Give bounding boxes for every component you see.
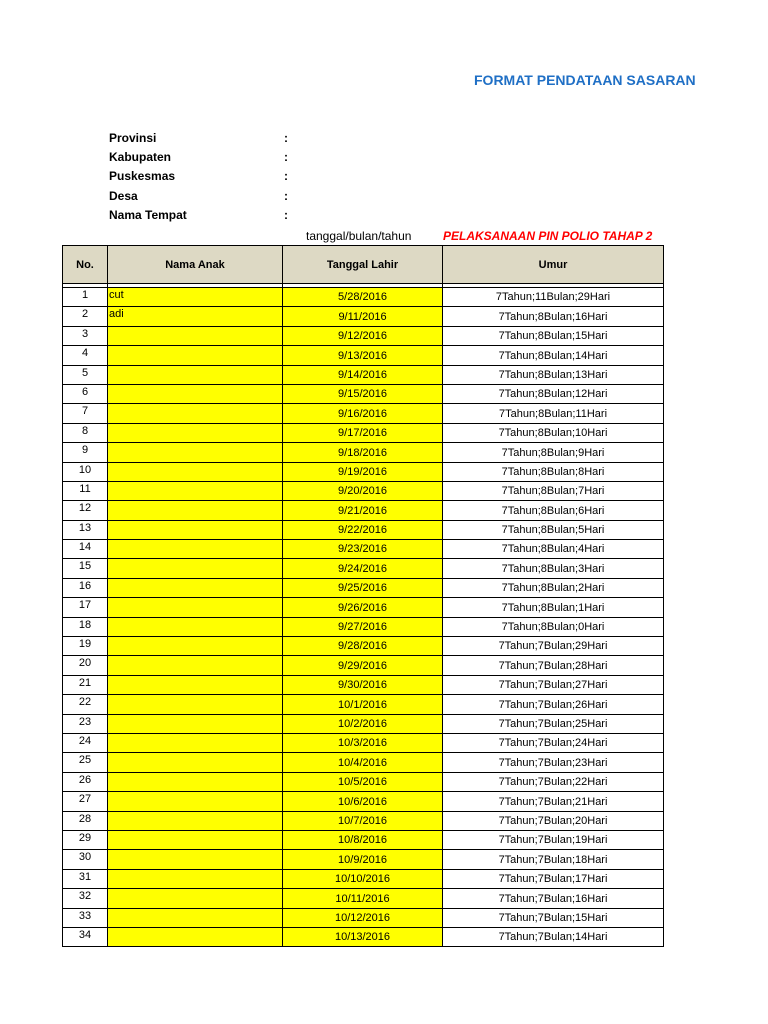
cell-tanggal-lahir[interactable]: 9/25/2016 bbox=[283, 578, 443, 597]
table-row bbox=[63, 637, 664, 656]
cell-tanggal-lahir[interactable]: 9/11/2016 bbox=[283, 307, 443, 326]
cell-umur: 7Tahun;8Bulan;5Hari bbox=[443, 520, 664, 539]
cell-no: 15 bbox=[63, 559, 108, 578]
cell-nama-anak[interactable] bbox=[108, 792, 283, 811]
cell-tanggal-lahir[interactable]: 9/27/2016 bbox=[283, 617, 443, 636]
table-row bbox=[63, 462, 664, 481]
cell-umur: 7Tahun;11Bulan;29Hari bbox=[443, 288, 664, 307]
table-row bbox=[63, 908, 664, 927]
cell-nama-anak[interactable] bbox=[108, 908, 283, 927]
cell-tanggal-lahir[interactable]: 9/14/2016 bbox=[283, 365, 443, 384]
cell-no: 17 bbox=[63, 598, 108, 617]
cell-nama-anak[interactable] bbox=[108, 501, 283, 520]
label-desa: Desa bbox=[109, 189, 138, 203]
table-row bbox=[63, 423, 664, 442]
cell-no: 26 bbox=[63, 772, 108, 791]
table-row bbox=[63, 559, 664, 578]
label-puskesmas: Puskesmas bbox=[109, 169, 176, 183]
cell-no: 34 bbox=[63, 927, 108, 946]
cell-tanggal-lahir[interactable]: 9/17/2016 bbox=[283, 423, 443, 442]
cell-tanggal-lahir[interactable]: 9/15/2016 bbox=[283, 384, 443, 403]
cell-umur: 7Tahun;7Bulan;14Hari bbox=[443, 927, 664, 946]
colon-provinsi: : bbox=[284, 131, 288, 145]
cell-tanggal-lahir[interactable]: 10/13/2016 bbox=[283, 927, 443, 946]
table-row bbox=[63, 598, 664, 617]
cell-umur: 7Tahun;7Bulan;15Hari bbox=[443, 908, 664, 927]
cell-nama-anak[interactable] bbox=[108, 695, 283, 714]
cell-no: 23 bbox=[63, 714, 108, 733]
cell-no: 13 bbox=[63, 520, 108, 539]
header-nama-anak: Nama Anak bbox=[108, 246, 283, 284]
cell-nama-anak[interactable] bbox=[108, 656, 283, 675]
cell-umur: 7Tahun;8Bulan;3Hari bbox=[443, 559, 664, 578]
cell-tanggal-lahir[interactable]: 9/21/2016 bbox=[283, 501, 443, 520]
table-row bbox=[63, 326, 664, 345]
cell-nama-anak[interactable] bbox=[108, 540, 283, 559]
cell-tanggal-lahir[interactable]: 9/24/2016 bbox=[283, 559, 443, 578]
cell-no: 10 bbox=[63, 462, 108, 481]
cell-umur: 7Tahun;8Bulan;10Hari bbox=[443, 423, 664, 442]
table-row bbox=[63, 714, 664, 733]
cell-no: 11 bbox=[63, 481, 108, 500]
cell-tanggal-lahir[interactable]: 10/12/2016 bbox=[283, 908, 443, 927]
cell-nama-anak[interactable] bbox=[108, 346, 283, 365]
cell-tanggal-lahir[interactable]: 9/20/2016 bbox=[283, 481, 443, 500]
cell-no: 21 bbox=[63, 675, 108, 694]
cell-umur: 7Tahun;7Bulan;25Hari bbox=[443, 714, 664, 733]
cell-no: 4 bbox=[63, 346, 108, 365]
table-row bbox=[63, 850, 664, 869]
table-row bbox=[63, 792, 664, 811]
table-row bbox=[63, 520, 664, 539]
pelaksanaan-title: PELAKSANAAN PIN POLIO TAHAP 2 bbox=[443, 229, 653, 243]
cell-no: 6 bbox=[63, 384, 108, 403]
cell-tanggal-lahir[interactable]: 9/22/2016 bbox=[283, 520, 443, 539]
cell-umur: 7Tahun;7Bulan;18Hari bbox=[443, 850, 664, 869]
cell-tanggal-lahir[interactable]: 10/3/2016 bbox=[283, 733, 443, 752]
table-row bbox=[63, 443, 664, 462]
header-no: No. bbox=[63, 246, 108, 284]
cell-umur: 7Tahun;8Bulan;11Hari bbox=[443, 404, 664, 423]
cell-umur: 7Tahun;7Bulan;24Hari bbox=[443, 733, 664, 752]
table-row bbox=[63, 927, 664, 946]
table-row bbox=[63, 830, 664, 849]
table-row bbox=[63, 695, 664, 714]
cell-nama-anak[interactable] bbox=[108, 830, 283, 849]
cell-no: 3 bbox=[63, 326, 108, 345]
table-body bbox=[63, 284, 664, 947]
table-row bbox=[63, 811, 664, 830]
cell-no: 14 bbox=[63, 540, 108, 559]
cell-tanggal-lahir[interactable]: 10/11/2016 bbox=[283, 889, 443, 908]
cell-no: 18 bbox=[63, 617, 108, 636]
cell-no: 16 bbox=[63, 578, 108, 597]
cell-nama-anak[interactable]: adi bbox=[108, 307, 283, 326]
cell-umur: 7Tahun;7Bulan;27Hari bbox=[443, 675, 664, 694]
cell-tanggal-lahir[interactable]: 10/1/2016 bbox=[283, 695, 443, 714]
cell-nama-anak[interactable] bbox=[108, 443, 283, 462]
cell-tanggal-lahir[interactable]: 9/28/2016 bbox=[283, 637, 443, 656]
cell-no: 28 bbox=[63, 811, 108, 830]
cell-umur: 7Tahun;8Bulan;4Hari bbox=[443, 540, 664, 559]
cell-no: 30 bbox=[63, 850, 108, 869]
cell-umur: 7Tahun;7Bulan;29Hari bbox=[443, 637, 664, 656]
cell-umur: 7Tahun;7Bulan;26Hari bbox=[443, 695, 664, 714]
cell-tanggal-lahir[interactable]: 9/18/2016 bbox=[283, 443, 443, 462]
cell-nama-anak[interactable]: cut bbox=[108, 288, 283, 307]
cell-umur: 7Tahun;7Bulan;28Hari bbox=[443, 656, 664, 675]
cell-nama-anak[interactable] bbox=[108, 869, 283, 888]
cell-tanggal-lahir[interactable]: 5/28/2016 bbox=[283, 288, 443, 307]
cell-nama-anak[interactable] bbox=[108, 578, 283, 597]
date-format-note: tanggal/bulan/tahun bbox=[306, 229, 412, 243]
cell-nama-anak[interactable] bbox=[108, 365, 283, 384]
cell-tanggal-lahir[interactable]: 10/10/2016 bbox=[283, 869, 443, 888]
cell-umur: 7Tahun;8Bulan;15Hari bbox=[443, 326, 664, 345]
cell-nama-anak[interactable] bbox=[108, 850, 283, 869]
cell-tanggal-lahir[interactable]: 10/4/2016 bbox=[283, 753, 443, 772]
cell-nama-anak[interactable] bbox=[108, 326, 283, 345]
cell-umur: 7Tahun;8Bulan;12Hari bbox=[443, 384, 664, 403]
colon-nama-tempat: : bbox=[284, 208, 288, 222]
cell-no: 7 bbox=[63, 404, 108, 423]
cell-tanggal-lahir[interactable]: 9/23/2016 bbox=[283, 540, 443, 559]
cell-tanggal-lahir[interactable]: 10/6/2016 bbox=[283, 792, 443, 811]
cell-umur: 7Tahun;7Bulan;20Hari bbox=[443, 811, 664, 830]
table-row bbox=[63, 501, 664, 520]
cell-umur: 7Tahun;7Bulan;23Hari bbox=[443, 753, 664, 772]
table-row bbox=[63, 384, 664, 403]
table-row bbox=[63, 889, 664, 908]
cell-nama-anak[interactable] bbox=[108, 617, 283, 636]
cell-no: 9 bbox=[63, 443, 108, 462]
table-header-row bbox=[63, 246, 664, 284]
cell-umur: 7Tahun;8Bulan;0Hari bbox=[443, 617, 664, 636]
colon-desa: : bbox=[284, 189, 288, 203]
colon-kabupaten: : bbox=[284, 150, 288, 164]
table-row bbox=[63, 656, 664, 675]
table-row bbox=[63, 675, 664, 694]
table-row bbox=[63, 869, 664, 888]
table-row bbox=[63, 404, 664, 423]
cell-nama-anak[interactable] bbox=[108, 675, 283, 694]
cell-tanggal-lahir[interactable]: 9/19/2016 bbox=[283, 462, 443, 481]
cell-umur: 7Tahun;8Bulan;16Hari bbox=[443, 307, 664, 326]
cell-tanggal-lahir[interactable]: 9/12/2016 bbox=[283, 326, 443, 345]
header-tanggal-lahir: Tanggal Lahir bbox=[283, 246, 443, 284]
cell-tanggal-lahir[interactable]: 10/9/2016 bbox=[283, 850, 443, 869]
sasaran-table bbox=[62, 245, 664, 947]
table-row bbox=[63, 307, 664, 326]
table-row bbox=[63, 365, 664, 384]
cell-tanggal-lahir[interactable]: 9/16/2016 bbox=[283, 404, 443, 423]
cell-tanggal-lahir[interactable]: 9/13/2016 bbox=[283, 346, 443, 365]
cell-nama-anak[interactable] bbox=[108, 520, 283, 539]
table-row bbox=[63, 481, 664, 500]
table-row bbox=[63, 733, 664, 752]
cell-umur: 7Tahun;8Bulan;13Hari bbox=[443, 365, 664, 384]
cell-nama-anak[interactable] bbox=[108, 753, 283, 772]
cell-nama-anak[interactable] bbox=[108, 733, 283, 752]
cell-nama-anak[interactable] bbox=[108, 714, 283, 733]
table-row bbox=[63, 540, 664, 559]
cell-nama-anak[interactable] bbox=[108, 598, 283, 617]
table-row bbox=[63, 772, 664, 791]
table-row bbox=[63, 617, 664, 636]
cell-nama-anak[interactable] bbox=[108, 423, 283, 442]
header-umur: Umur bbox=[443, 246, 664, 284]
cell-nama-anak[interactable] bbox=[108, 559, 283, 578]
cell-tanggal-lahir[interactable]: 10/2/2016 bbox=[283, 714, 443, 733]
cell-umur: 7Tahun;7Bulan;22Hari bbox=[443, 772, 664, 791]
cell-no: 5 bbox=[63, 365, 108, 384]
cell-umur: 7Tahun;8Bulan;6Hari bbox=[443, 501, 664, 520]
cell-no: 19 bbox=[63, 637, 108, 656]
table-row bbox=[63, 346, 664, 365]
cell-no: 27 bbox=[63, 792, 108, 811]
cell-umur: 7Tahun;8Bulan;9Hari bbox=[443, 443, 664, 462]
cell-no: 8 bbox=[63, 423, 108, 442]
cell-nama-anak[interactable] bbox=[108, 404, 283, 423]
cell-tanggal-lahir[interactable]: 9/29/2016 bbox=[283, 656, 443, 675]
cell-umur: 7Tahun;8Bulan;8Hari bbox=[443, 462, 664, 481]
cell-nama-anak[interactable] bbox=[108, 927, 283, 946]
label-nama-tempat: Nama Tempat bbox=[109, 208, 187, 222]
cell-nama-anak[interactable] bbox=[108, 811, 283, 830]
cell-no: 20 bbox=[63, 656, 108, 675]
cell-umur: 7Tahun;7Bulan;17Hari bbox=[443, 869, 664, 888]
cell-umur: 7Tahun;7Bulan;21Hari bbox=[443, 792, 664, 811]
cell-no: 1 bbox=[63, 288, 108, 307]
label-provinsi: Provinsi bbox=[109, 131, 157, 145]
cell-no: 2 bbox=[63, 307, 108, 326]
colon-puskesmas: : bbox=[284, 169, 288, 183]
cell-tanggal-lahir[interactable]: 10/5/2016 bbox=[283, 772, 443, 791]
label-kabupaten: Kabupaten bbox=[109, 150, 172, 164]
table-row bbox=[63, 288, 664, 307]
cell-no: 24 bbox=[63, 733, 108, 752]
page-title: FORMAT PENDATAAN SASARAN bbox=[474, 72, 696, 88]
cell-no: 31 bbox=[63, 869, 108, 888]
cell-umur: 7Tahun;7Bulan;16Hari bbox=[443, 889, 664, 908]
cell-umur: 7Tahun;7Bulan;19Hari bbox=[443, 830, 664, 849]
table-row bbox=[63, 753, 664, 772]
cell-tanggal-lahir[interactable]: 9/30/2016 bbox=[283, 675, 443, 694]
cell-no: 25 bbox=[63, 753, 108, 772]
cell-tanggal-lahir[interactable]: 10/7/2016 bbox=[283, 811, 443, 830]
cell-no: 22 bbox=[63, 695, 108, 714]
cell-nama-anak[interactable] bbox=[108, 772, 283, 791]
cell-no: 33 bbox=[63, 908, 108, 927]
cell-tanggal-lahir[interactable]: 10/8/2016 bbox=[283, 830, 443, 849]
cell-nama-anak[interactable] bbox=[108, 481, 283, 500]
cell-no: 32 bbox=[63, 889, 108, 908]
cell-umur: 7Tahun;8Bulan;1Hari bbox=[443, 598, 664, 617]
table-row bbox=[63, 578, 664, 597]
cell-no: 29 bbox=[63, 830, 108, 849]
cell-tanggal-lahir[interactable]: 9/26/2016 bbox=[283, 598, 443, 617]
cell-umur: 7Tahun;8Bulan;14Hari bbox=[443, 346, 664, 365]
cell-umur: 7Tahun;8Bulan;7Hari bbox=[443, 481, 664, 500]
cell-nama-anak[interactable] bbox=[108, 384, 283, 403]
cell-nama-anak[interactable] bbox=[108, 462, 283, 481]
cell-umur: 7Tahun;8Bulan;2Hari bbox=[443, 578, 664, 597]
cell-no: 12 bbox=[63, 501, 108, 520]
cell-nama-anak[interactable] bbox=[108, 637, 283, 656]
cell-nama-anak[interactable] bbox=[108, 889, 283, 908]
